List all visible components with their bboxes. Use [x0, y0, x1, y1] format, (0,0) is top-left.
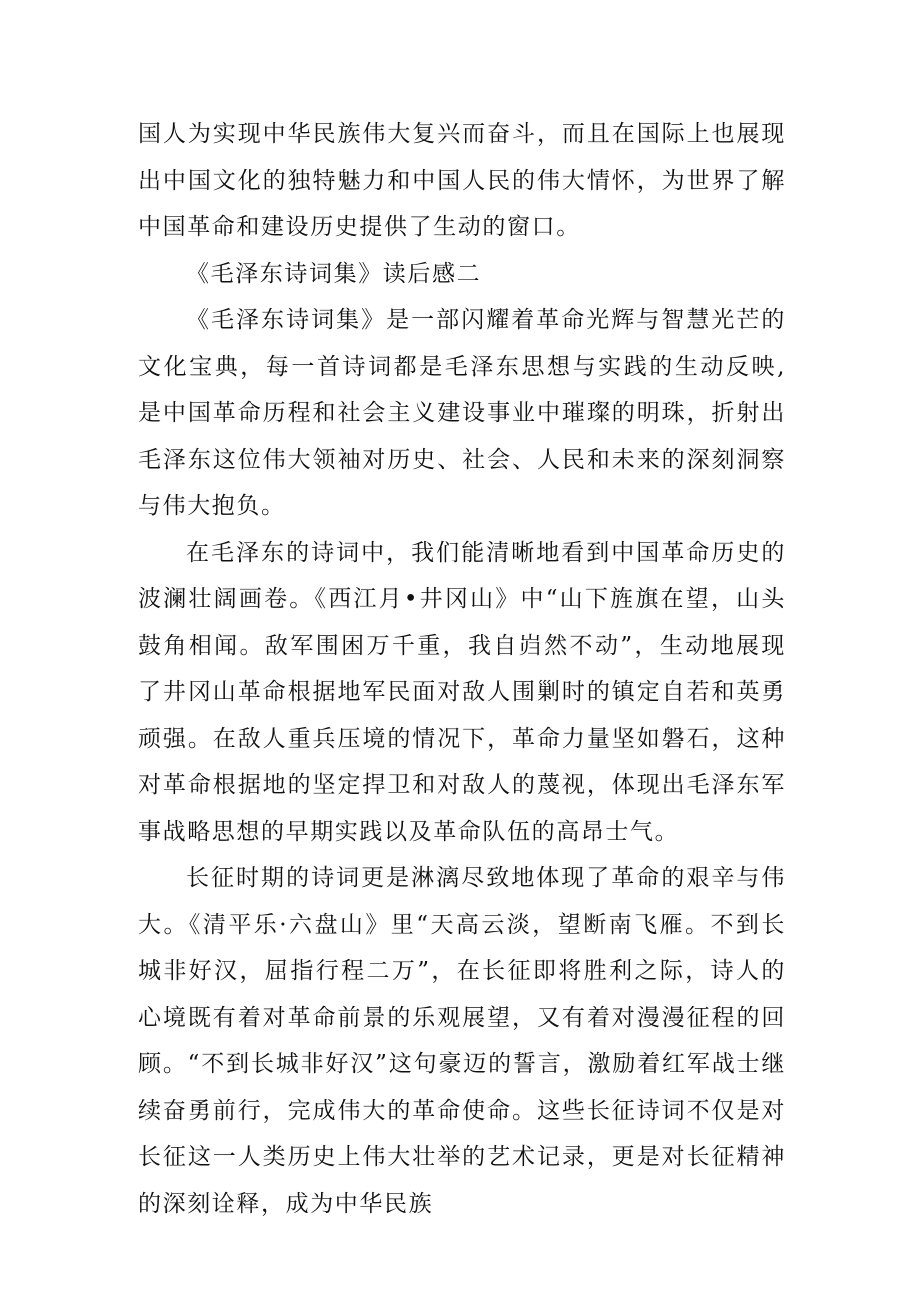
document-body — [138, 111, 786, 1227]
paragraph-intro: 《毛泽东诗词集》是一部闪耀着革命光辉与智慧光芒的文化宝典，每一首诗词都是毛泽东思想与实践的生动反映,是中国革命历程和社会主义建设事业中璀璨的明珠，折射出毛泽东这位伟大领袖对历史、社会、人民和未来的深刻洞察与伟大抱负。 — [138, 307, 786, 519]
paragraph-jinggangshan: 在毛泽东的诗词中，我们能清晰地看到中国革命历史的波澜壮阔画卷。《西江月•井冈山》中“山下旌旗在望，山头鼓角相闻。敌军围困万千重，我自岿然不动”，生动地展现了井冈山革命根据地军民面对敌人围剿时的镇定自若和英勇顽强。在敌人重兵压境的情况下，革命力量坚如磐石，这种对革命根据地的坚定捍卫和对敌人的蔑视，体现出毛泽东军事战略思想的早期实践以及革命队伍的高昂士气。 — [138, 539, 786, 845]
section-heading: 《毛泽东诗词集》读后感二 — [186, 260, 482, 287]
paragraph-continued: 国人为实现中华民族伟大复兴而奋斗，而且在国际上也展现出中国文化的独特魅力和中国人民的伟大情怀，为世界了解中国革命和建设历史提供了生动的窗口。 — [138, 121, 786, 240]
paragraph-long-march: 长征时期的诗词更是淋漓尽致地体现了革命的艰辛与伟大。《清平乐·六盘山》里“天高云淡，望断南飞雁。不到长城非好汉，屈指行程二万”，在长征即将胜利之际，诗人的心境既有着对革命前景的乐观展望，又有着对漫漫征程的回顾。“不到长城非好汉”这句豪迈的誓言，激励着红军战士继续奋勇前行，完成伟大的革命使命。这些长征诗词不仅是对长征这一人类历史上伟大壮举的艺术记录，更是对长征精神的深刻诠释，成为中华民族 — [138, 865, 786, 1217]
